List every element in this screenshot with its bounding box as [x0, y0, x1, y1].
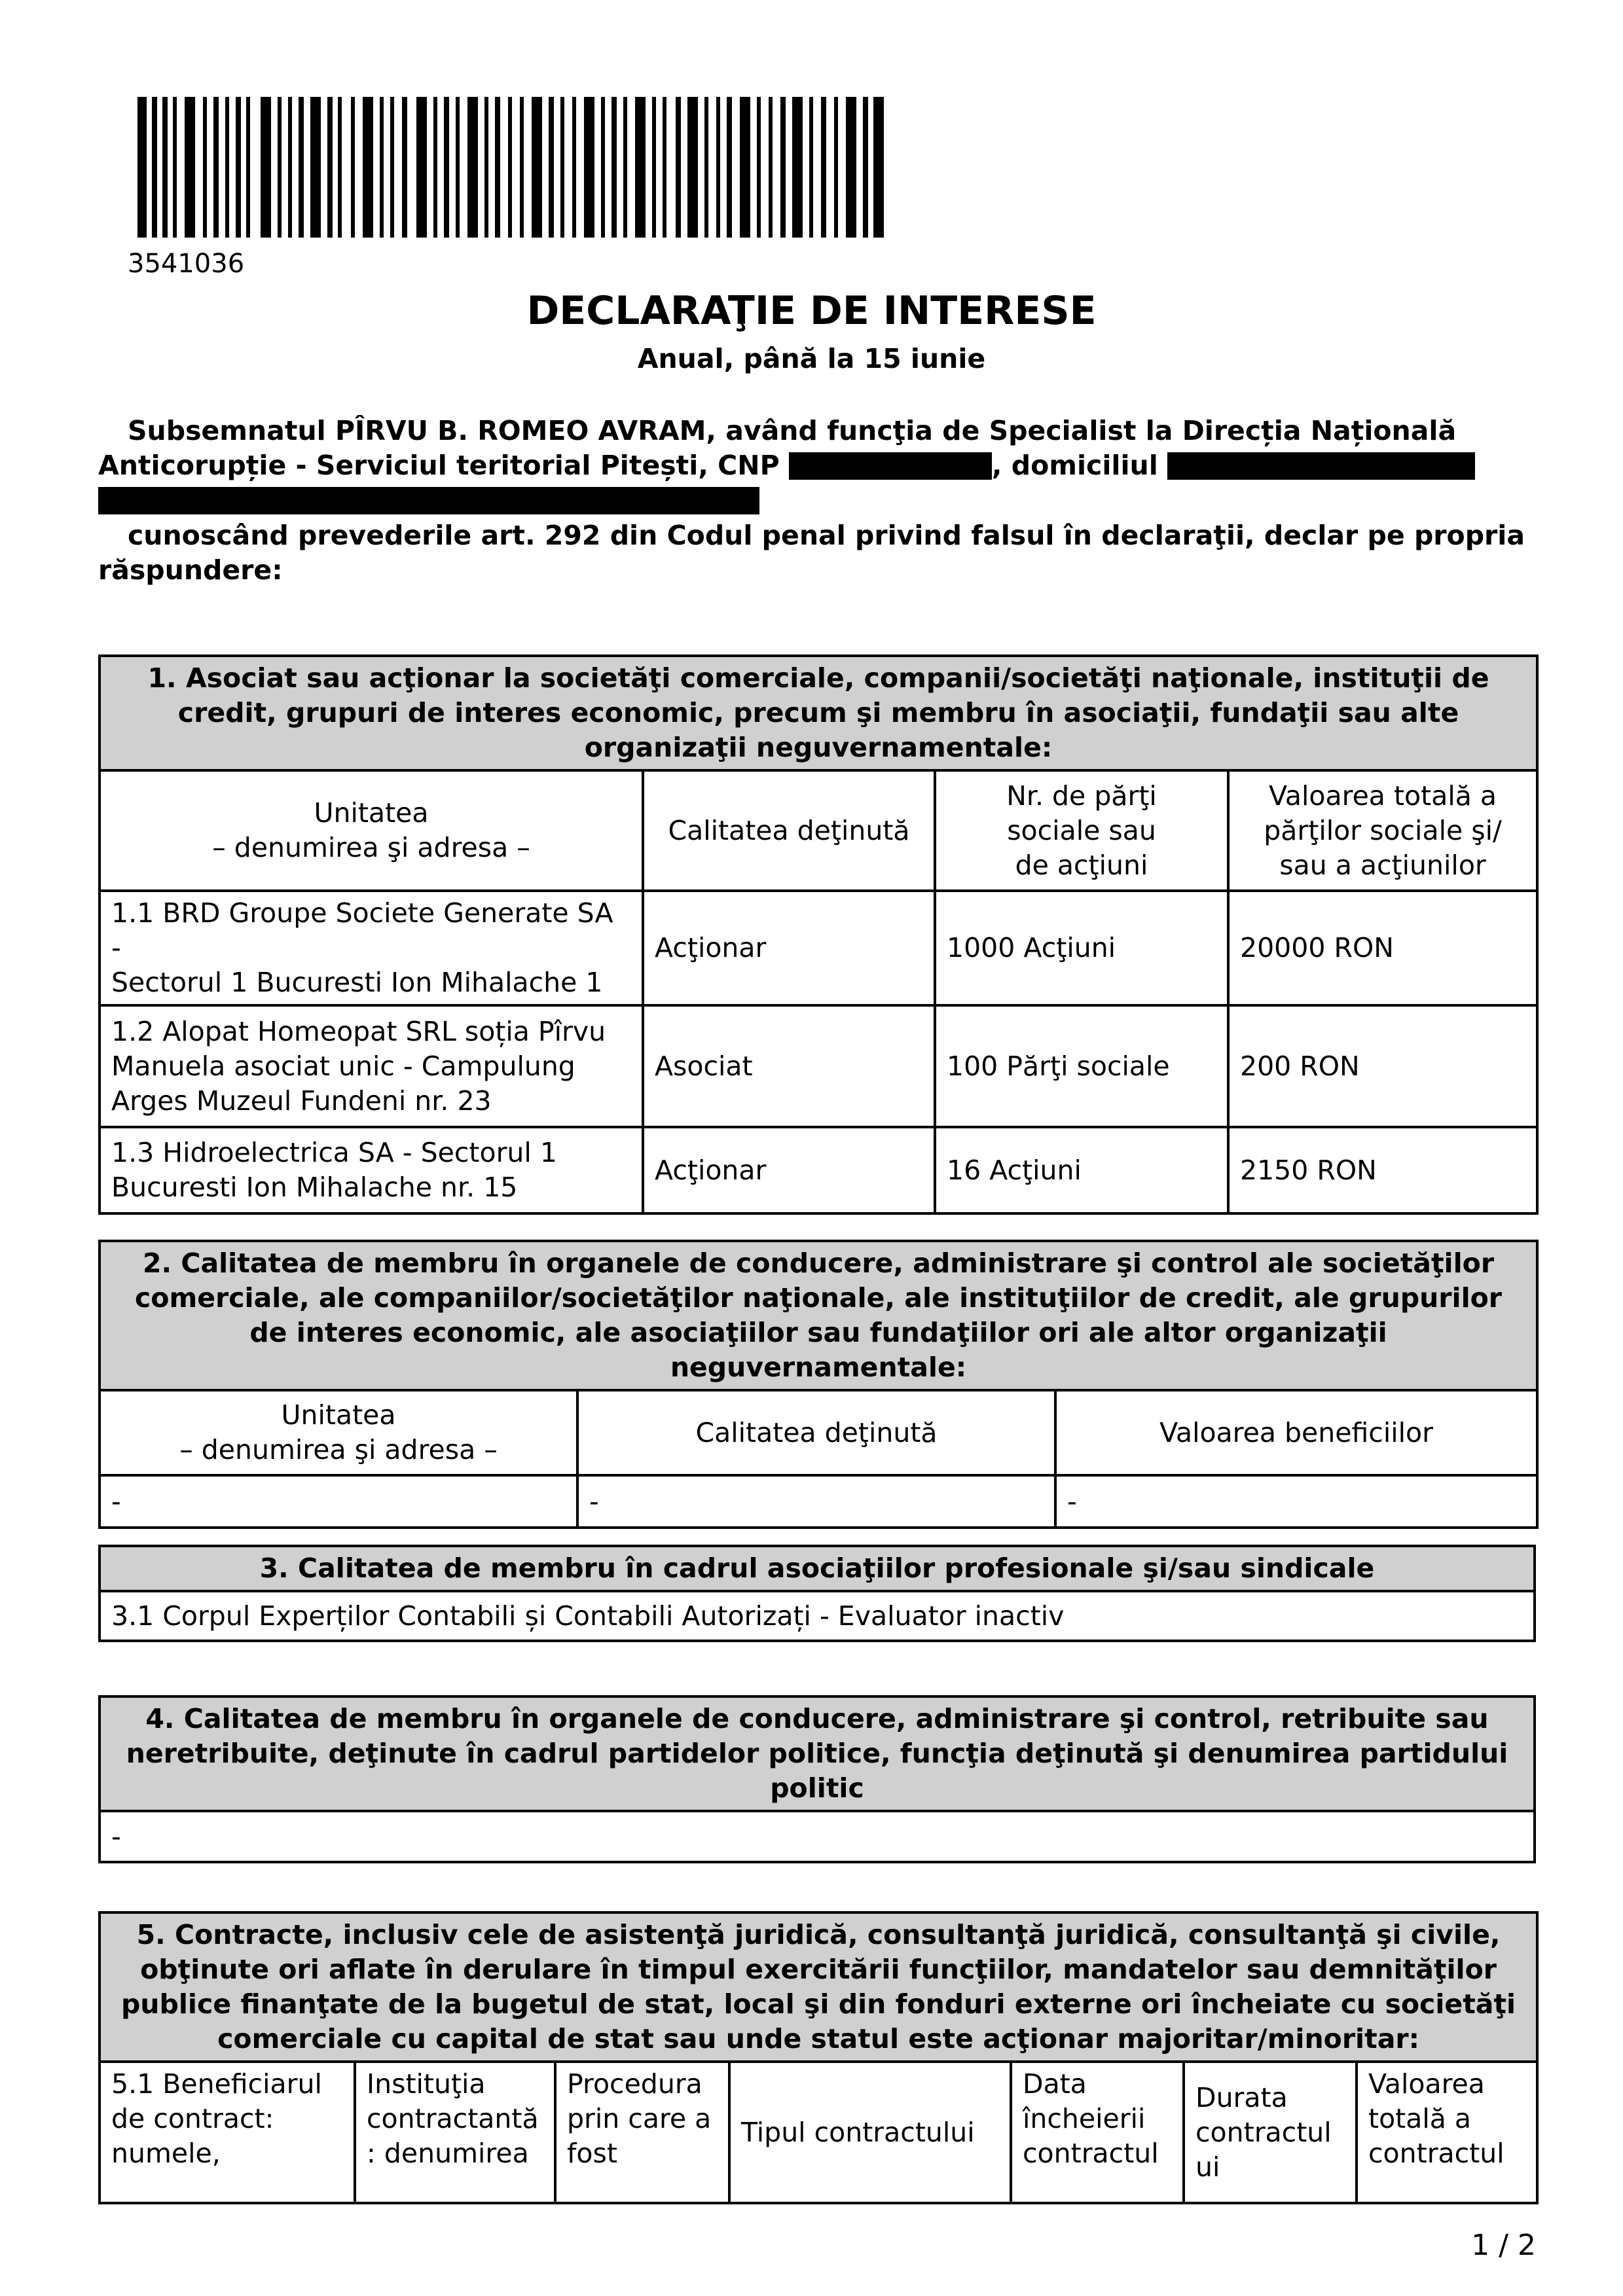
barcode-bar: [173, 97, 177, 238]
col-total-value: Valoarea totală a părţilor sociale şi/ sau a acţiunilor: [1228, 770, 1537, 891]
barcode-bar: [402, 97, 407, 238]
table-row: [100, 1475, 1537, 1528]
col-contract-value: Valoarea totală a contractul: [1357, 2062, 1537, 2203]
col-quality: Calitatea deţinută: [643, 770, 935, 891]
cell-benefits: -: [1055, 1475, 1537, 1528]
barcode-bar: [863, 97, 868, 238]
col-unit: Unitatea – denumirea şi adresa –: [100, 770, 643, 891]
barcode-bar: [433, 97, 437, 238]
intro-text-2: , domiciliul: [991, 450, 1158, 481]
intro-text-3: cunoscând prevederile art. 292 din Codul penal privind falsul în declaraţii, declar pe propria răspundere:: [98, 520, 1525, 586]
table-row: [100, 1005, 1537, 1127]
cell-association: 3.1 Corpul Experților Contabili și Contabili Autorizați - Evaluator inactiv: [100, 1591, 1535, 1641]
cell-shares: 100 Părţi sociale: [935, 1005, 1228, 1127]
cell-quality: -: [577, 1475, 1055, 1528]
barcode-bar: [792, 97, 803, 238]
cell-value: 2150 RON: [1228, 1127, 1537, 1213]
col-institution: Instituţia contractantă : denumirea: [355, 2062, 555, 2203]
col-duration: Durata contractul ui: [1184, 2062, 1357, 2203]
barcode-bar: [652, 97, 656, 238]
barcode-bar: [834, 97, 838, 238]
intro-paragraph: [98, 414, 1525, 518]
table-row: [100, 1811, 1535, 1862]
barcode-bar: [278, 97, 282, 238]
page-title: DECLARAŢIE DE INTERESE: [526, 288, 1097, 334]
barcode-bar: [873, 97, 884, 238]
barcode-bar: [225, 97, 229, 238]
cell-unit: 1.1 BRD Groupe Societe Generate SA - Sectorul 1 Bucuresti Ion Mihalache 1: [100, 891, 643, 1005]
barcode-bar: [162, 97, 168, 238]
section-2-header: 2. Calitatea de membru în organele de conducere, administrare şi control ale societăţilor comerciale, ale companiilor/societăţilor naţionale, ale instituţiilor de credit, ale grupurilor de interes economic, ale asociaţiilor sau fundaţiilor ori ale altor organizaţii neguvernamentale:: [100, 1241, 1537, 1390]
section-1-table: [98, 655, 1539, 1215]
barcode-bar: [846, 97, 856, 238]
section-5-header: 5. Contracte, inclusiv cele de asistenţă juridică, consultanţă juridică, consultanţă şi civile, obţinute ori aflate în derulare în timpul exercitării funcţiilor, mandatelor sau demnităţilor publice finanţate de la bugetul de stat, local şi din fonduri externe ori încheiate cu societăţi comerciale cu capital de stat sau unde statul este acţionar majoritar/minoritar:: [100, 1912, 1537, 2062]
barcode-bar: [611, 97, 617, 238]
col-procedure: Procedura prin care a fost: [555, 2062, 729, 2203]
barcode-bar: [213, 97, 219, 238]
section-1-header: 1. Asociat sau acţionar la societăţi comerciale, companii/societăţi naţionale, instituţii de credit, grupuri de interes economic, precum şi membru în asociaţii, fundaţii sau alte organizaţii neguvernamentale:: [100, 656, 1537, 770]
barcode-bar: [310, 97, 321, 238]
cell-shares: 1000 Acţiuni: [935, 891, 1228, 1005]
barcode-bar: [821, 97, 826, 238]
barcode-bar: [351, 97, 355, 238]
cell-unit: 1.2 Alopat Homeopat SRL soția Pîrvu Manuela asociat unic - Campulung Arges Muzeul Fundeni nr. 23: [100, 1005, 643, 1127]
barcode-bar: [484, 97, 488, 238]
barcode-bar: [363, 97, 373, 238]
redacted-address-1: [1167, 452, 1475, 480]
page-subtitle: Anual, până la 15 iunie: [637, 343, 986, 374]
section-3-table: [98, 1545, 1536, 1642]
barcode-bar: [246, 97, 250, 238]
barcode-bar: [338, 97, 342, 238]
col-contract-type: Tipul contractului: [729, 2062, 1011, 2203]
intro-text-1: Subsemnatul PÎRVU B. ROMEO AVRAM, având funcţia de Specialist la Direcția Națională Anticorupție - Serviciul teritorial Pitești, CNP: [98, 415, 1457, 481]
table-row: [100, 1591, 1535, 1641]
barcode-bar: [769, 97, 773, 238]
col-date: Data încheierii contractul: [1011, 2062, 1184, 2203]
page-number: 1 / 2: [1471, 2229, 1536, 2262]
barcode-bar: [676, 97, 681, 238]
col-benefits: Valoarea beneficiilor: [1055, 1390, 1537, 1475]
barcode-number: 3541036: [128, 249, 245, 279]
col-shares: Nr. de părţi sociale sau de acţiuni: [935, 770, 1228, 891]
cell-value: 200 RON: [1228, 1005, 1537, 1127]
barcode-bar: [716, 97, 720, 238]
col-beneficiary: 5.1 Beneficiarul de contract: numele,: [100, 2062, 355, 2203]
cell-unit: 1.3 Hidroelectrica SA - Sectorul 1 Bucuresti Ion Mihalache nr. 15: [100, 1127, 643, 1213]
barcode-bar: [663, 97, 666, 238]
cell-quality: Acţionar: [643, 891, 935, 1005]
col-quality: Calitatea deţinută: [577, 1390, 1055, 1475]
cell-value: 20000 RON: [1228, 891, 1537, 1005]
intro-declaration: [98, 518, 1525, 588]
cell-quality: Acţionar: [643, 1127, 935, 1213]
barcode-bar: [236, 97, 241, 238]
barcode-bar: [495, 97, 500, 238]
section-5-table: [98, 1911, 1539, 2204]
col-unit: Unitatea – denumirea şi adresa –: [100, 1390, 577, 1475]
barcode-bar: [740, 97, 750, 238]
barcode: [137, 97, 884, 238]
barcode-bar: [635, 97, 646, 238]
barcode-bar: [299, 97, 304, 238]
barcode-bar: [185, 97, 195, 238]
redacted-cnp: [789, 452, 992, 480]
barcode-bar: [508, 97, 512, 238]
barcode-bar: [780, 97, 786, 238]
barcode-bar: [601, 97, 605, 238]
barcode-bar: [137, 97, 147, 238]
barcode-bar: [687, 97, 698, 238]
barcode-bar: [532, 97, 542, 238]
barcode-bar: [467, 97, 478, 238]
barcode-bar: [520, 97, 524, 238]
redacted-address-2: [98, 487, 759, 514]
table-row: [100, 1127, 1537, 1213]
barcode-bar: [809, 97, 813, 238]
barcode-bar: [261, 97, 271, 238]
cell-unit: -: [100, 1475, 577, 1528]
barcode-bar: [560, 97, 564, 238]
barcode-bar: [444, 97, 449, 238]
barcode-bar: [572, 97, 576, 238]
barcode-bar: [623, 97, 627, 238]
section-2-table: [98, 1240, 1539, 1529]
barcode-bar: [152, 97, 157, 238]
barcode-bar: [456, 97, 460, 238]
barcode-bar: [203, 97, 207, 238]
barcode-bar: [704, 97, 708, 238]
section-4-header: 4. Calitatea de membru în organele de conducere, administrare şi control, retribuite sau neretribuite, deţinute în cadrul partidelor politice, funcţia deţinută şi denumirea partidului politic: [100, 1696, 1535, 1811]
section-3-header: 3. Calitatea de membru în cadrul asociaţiilor profesionale şi/sau sindicale: [100, 1546, 1535, 1591]
barcode-bar: [549, 97, 554, 238]
barcode-bar: [757, 97, 761, 238]
barcode-bar: [327, 97, 333, 238]
cell-quality: Asociat: [643, 1005, 935, 1127]
barcode-bar: [380, 97, 384, 238]
barcode-bar: [288, 97, 292, 238]
cell-political: -: [100, 1811, 1535, 1862]
cell-shares: 16 Acţiuni: [935, 1127, 1228, 1213]
section-4-table: [98, 1695, 1536, 1863]
barcode-bar: [584, 97, 594, 238]
barcode-bar: [390, 97, 394, 238]
barcode-bar: [416, 97, 427, 238]
barcode-bar: [727, 97, 732, 238]
table-row: [100, 891, 1537, 1005]
